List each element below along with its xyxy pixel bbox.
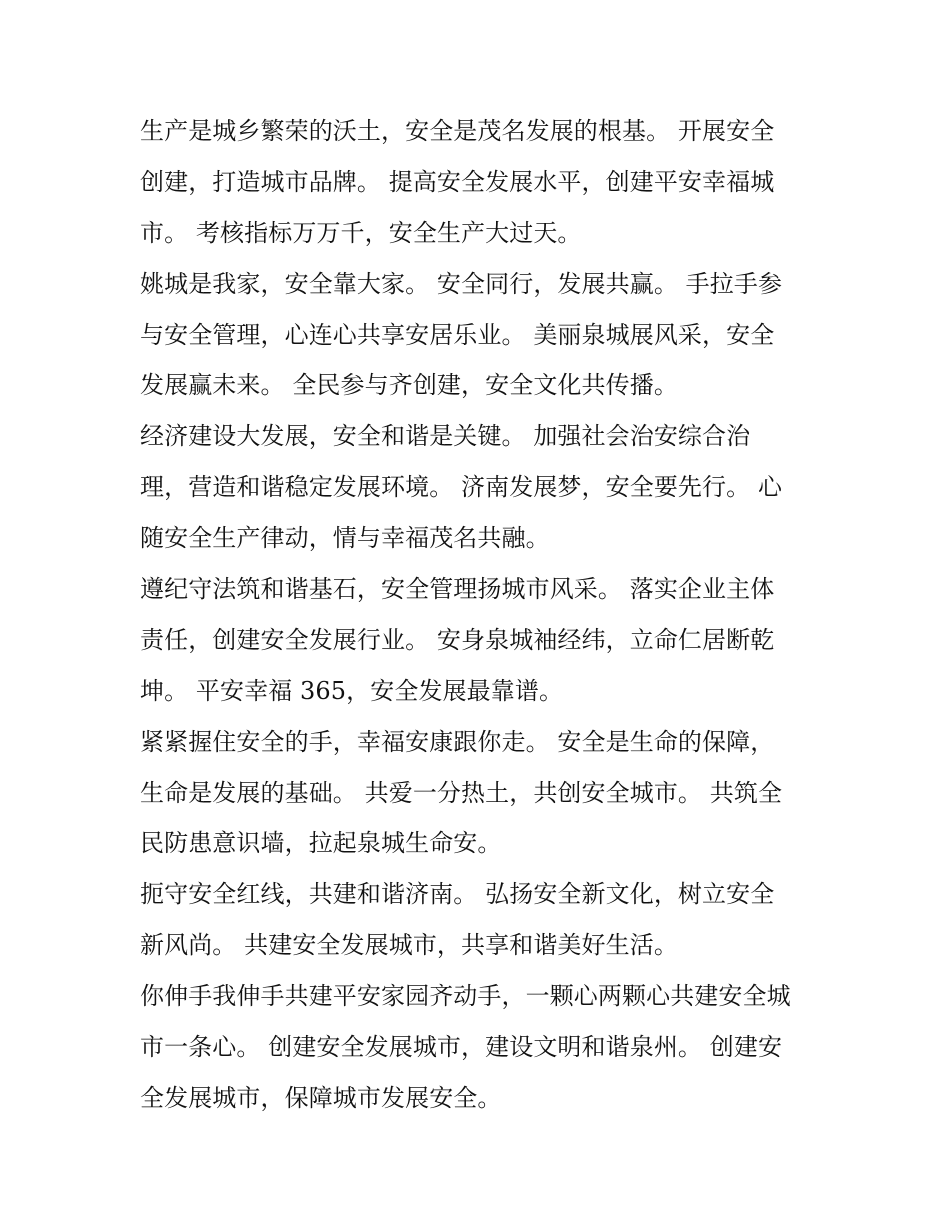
- text-line: 市一条心。 创建安全发展城市，建设文明和谐泉州。 创建安: [140, 1033, 783, 1062]
- text-line: 与安全管理，心连心共享安居乐业。 美丽泉城展风采，安全: [140, 320, 775, 349]
- text-line: 创建，打造城市品牌。 提高安全发展水平，创建平安幸福城: [140, 167, 775, 196]
- text-line: 扼守安全红线，共建和谐济南。 弘扬安全新文化，树立安全: [140, 880, 775, 909]
- text-line: 民防患意识墙，拉起泉城生命安。: [140, 829, 502, 858]
- text-line: 全发展城市，保障城市发展安全。: [140, 1083, 502, 1112]
- text-line: 你伸手我伸手共建平安家园齐动手，一颗心两颗心共建安全城: [140, 982, 791, 1011]
- text-line: 随安全生产律动，情与幸福茂名共融。: [140, 524, 550, 553]
- text-line: 经济建设大发展，安全和谐是关键。 加强社会治安综合治: [140, 422, 751, 451]
- text-line: 市。 考核指标万万千，安全生产大过天。: [140, 218, 582, 247]
- text-line: 姚城是我家，安全靠大家。 安全同行，发展共赢。 手拉手参: [140, 269, 783, 298]
- document-body: [140, 106, 830, 1124]
- text-line: 理，营造和谐稳定发展环境。 济南发展梦，安全要先行。 心: [140, 473, 783, 502]
- text-line: 紧紧握住安全的手，幸福安康跟你走。 安全是生命的保障，: [140, 727, 775, 756]
- text-line: 生产是城乡繁荣的沃土，安全是茂名发展的根基。 开展安全: [140, 117, 775, 145]
- text-line: 坤。 平安幸福 365，安全发展最靠谱。: [140, 676, 564, 705]
- text-line: 生命是发展的基础。 共爱一分热土，共创安全城市。 共筑全: [140, 778, 783, 807]
- text-line: 责任，创建安全发展行业。 安身泉城袖经纬，立命仁居断乾: [140, 625, 775, 654]
- text-line: 新风尚。 共建安全发展城市，共享和谐美好生活。: [140, 931, 678, 960]
- text-line: 遵纪守法筑和谐基石，安全管理扬城市风采。 落实企业主体: [140, 575, 775, 604]
- text-line: 发展赢未来。 全民参与齐创建，安全文化共传播。: [140, 371, 678, 400]
